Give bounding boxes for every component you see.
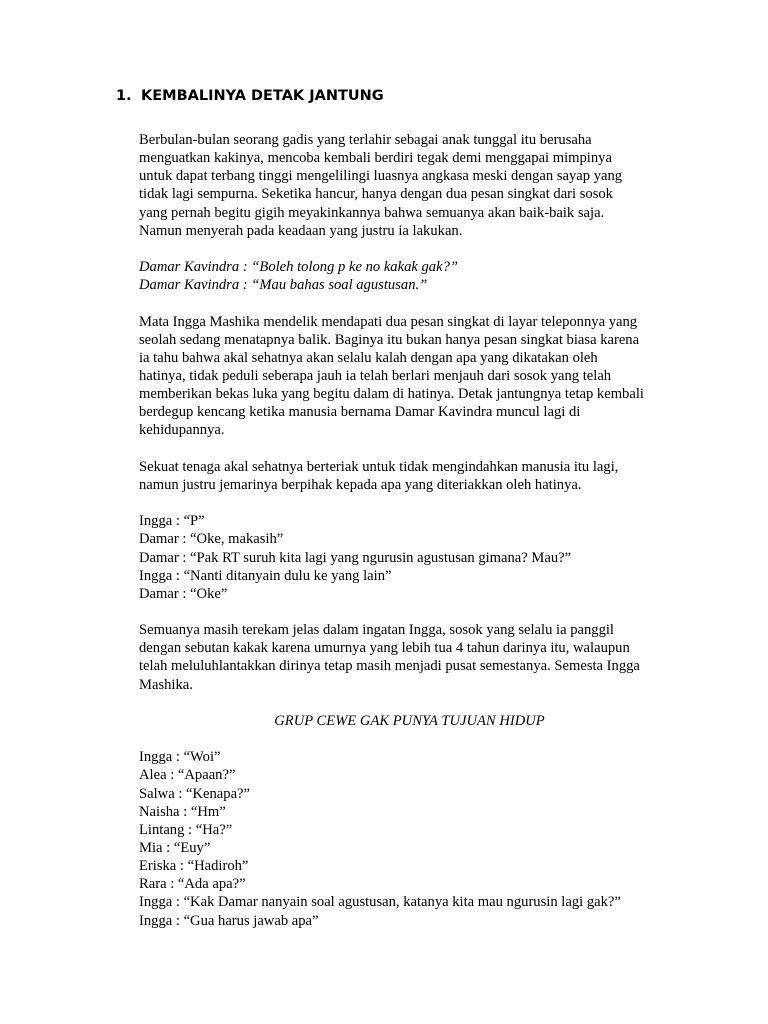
- text-line: yang pernah begitu gigih meyakinkannya bahwa semuanya akan baik-baik saja.: [139, 204, 605, 221]
- chapter-heading: [116, 88, 384, 104]
- chat-line: Ingga : “Gua harus jawab apa”: [139, 912, 319, 929]
- chapter-number: 1.: [116, 88, 132, 104]
- paragraph-4: [139, 621, 679, 694]
- text-line: kehidupannya.: [139, 422, 225, 439]
- chapter-title: KEMBALINYA DETAK JANTUNG: [141, 88, 384, 104]
- text-line: hatinya, tidak peduli seberapa jauh ia telah berlari menjauh dari sosok yang telah: [139, 368, 612, 384]
- paragraph-1: [139, 131, 679, 240]
- chat-line: Alea : “Apaan?”: [139, 767, 236, 784]
- chat-line: Naisha : “Hm”: [139, 803, 226, 820]
- chat-line: Eriska : “Hadiroh”: [139, 858, 249, 875]
- text-line: Berbulan-bulan seorang gadis yang terlahir sebagai anak tunggal itu berusaha: [139, 132, 592, 148]
- text-line: untuk dapat terbang tinggi mengelilingi luasnya angkasa meski dengan sayap yang: [139, 168, 623, 185]
- text-line: Mata Ingga Mashika mendelik mendapati dua pesan singkat di layar teleponnya yang: [139, 313, 638, 330]
- chat-line: Lintang : “Ha?”: [139, 821, 233, 838]
- text-line: menguatkan kakinya, mencoba kembali berdiri tegak demi menggapai mimpinya: [139, 150, 612, 167]
- text-line: Sekuat tenaga akal sehatnya berteriak untuk tidak mengindahkan manusia itu lagi,: [139, 458, 619, 475]
- message-line: Damar Kavindra : “Mau bahas soal agustusan.”: [139, 277, 428, 294]
- text-line: seolah sedang menatapnya balik. Baginya itu bukan hanya pesan singkat biasa karena: [139, 331, 640, 348]
- chat-block-2: [139, 748, 679, 930]
- chat-line: Damar : “Oke”: [139, 585, 228, 602]
- group-chat-title: GRUP CEWE GAK PUNYA TUJUAN HIDUP: [274, 712, 545, 729]
- chat-line: Ingga : “P”: [139, 513, 205, 530]
- text-line: ia tahu bahwa akal sehatnya akan selalu kalah dengan apa yang dikatakan oleh: [139, 349, 598, 366]
- chat-line: Rara : “Ada apa?”: [139, 876, 246, 893]
- chat-line: Ingga : “Woi”: [139, 749, 221, 766]
- text-line: Namun menyerah pada keadaan yang justru ia lakukan.: [139, 222, 463, 239]
- text-line: berdegup kencang ketika manusia bernama Damar Kavindra muncul lagi di: [139, 404, 581, 421]
- text-line: Mashika.: [139, 676, 193, 693]
- chat-block-1: [139, 512, 679, 603]
- chat-line: Damar : “Oke, makasih”: [139, 531, 284, 548]
- message-line: Damar Kavindra : “Boleh tolong p ke no kakak gak?”: [139, 259, 458, 276]
- text-line: memberikan bekas luka yang begitu dalam di hatinya. Detak jantungnya tetap kembali: [139, 386, 644, 403]
- chat-line: Salwa : “Kenapa?”: [139, 785, 251, 802]
- text-line: Semuanya masih terekam jelas dalam ingatan Ingga, sosok yang selalu ia panggil: [139, 622, 614, 639]
- text-line: namun justru jemarinya berpihak kepada apa yang diteriakkan oleh hatinya.: [139, 476, 582, 493]
- text-line: dengan sebutan kakak karena umurnya yang lebih tua 4 tahun darinya itu, walaupun: [139, 640, 630, 657]
- chat-line: Mia : “Euy”: [139, 839, 211, 856]
- text-line: tidak lagi sempurna. Seketika hancur, hanya dengan dua pesan singkat dari sosok: [139, 186, 613, 203]
- text-line: telah meluluhlantakkan dirinya tetap masih menjadi pusat semestanya. Semesta Ingga: [139, 658, 640, 675]
- document-body: [139, 131, 679, 948]
- paragraph-3: [139, 458, 679, 494]
- chat-line: Ingga : “Kak Damar nanyain soal agustusan, katanya kita mau ngurusin lagi gak?”: [139, 894, 621, 911]
- paragraph-2: [139, 313, 679, 440]
- message-block: [139, 258, 679, 294]
- chat-line: Ingga : “Nanti ditanyain dulu ke yang lain”: [139, 567, 392, 584]
- chat-line: Damar : “Pak RT suruh kita lagi yang ngurusin agustusan gimana? Mau?”: [139, 549, 572, 566]
